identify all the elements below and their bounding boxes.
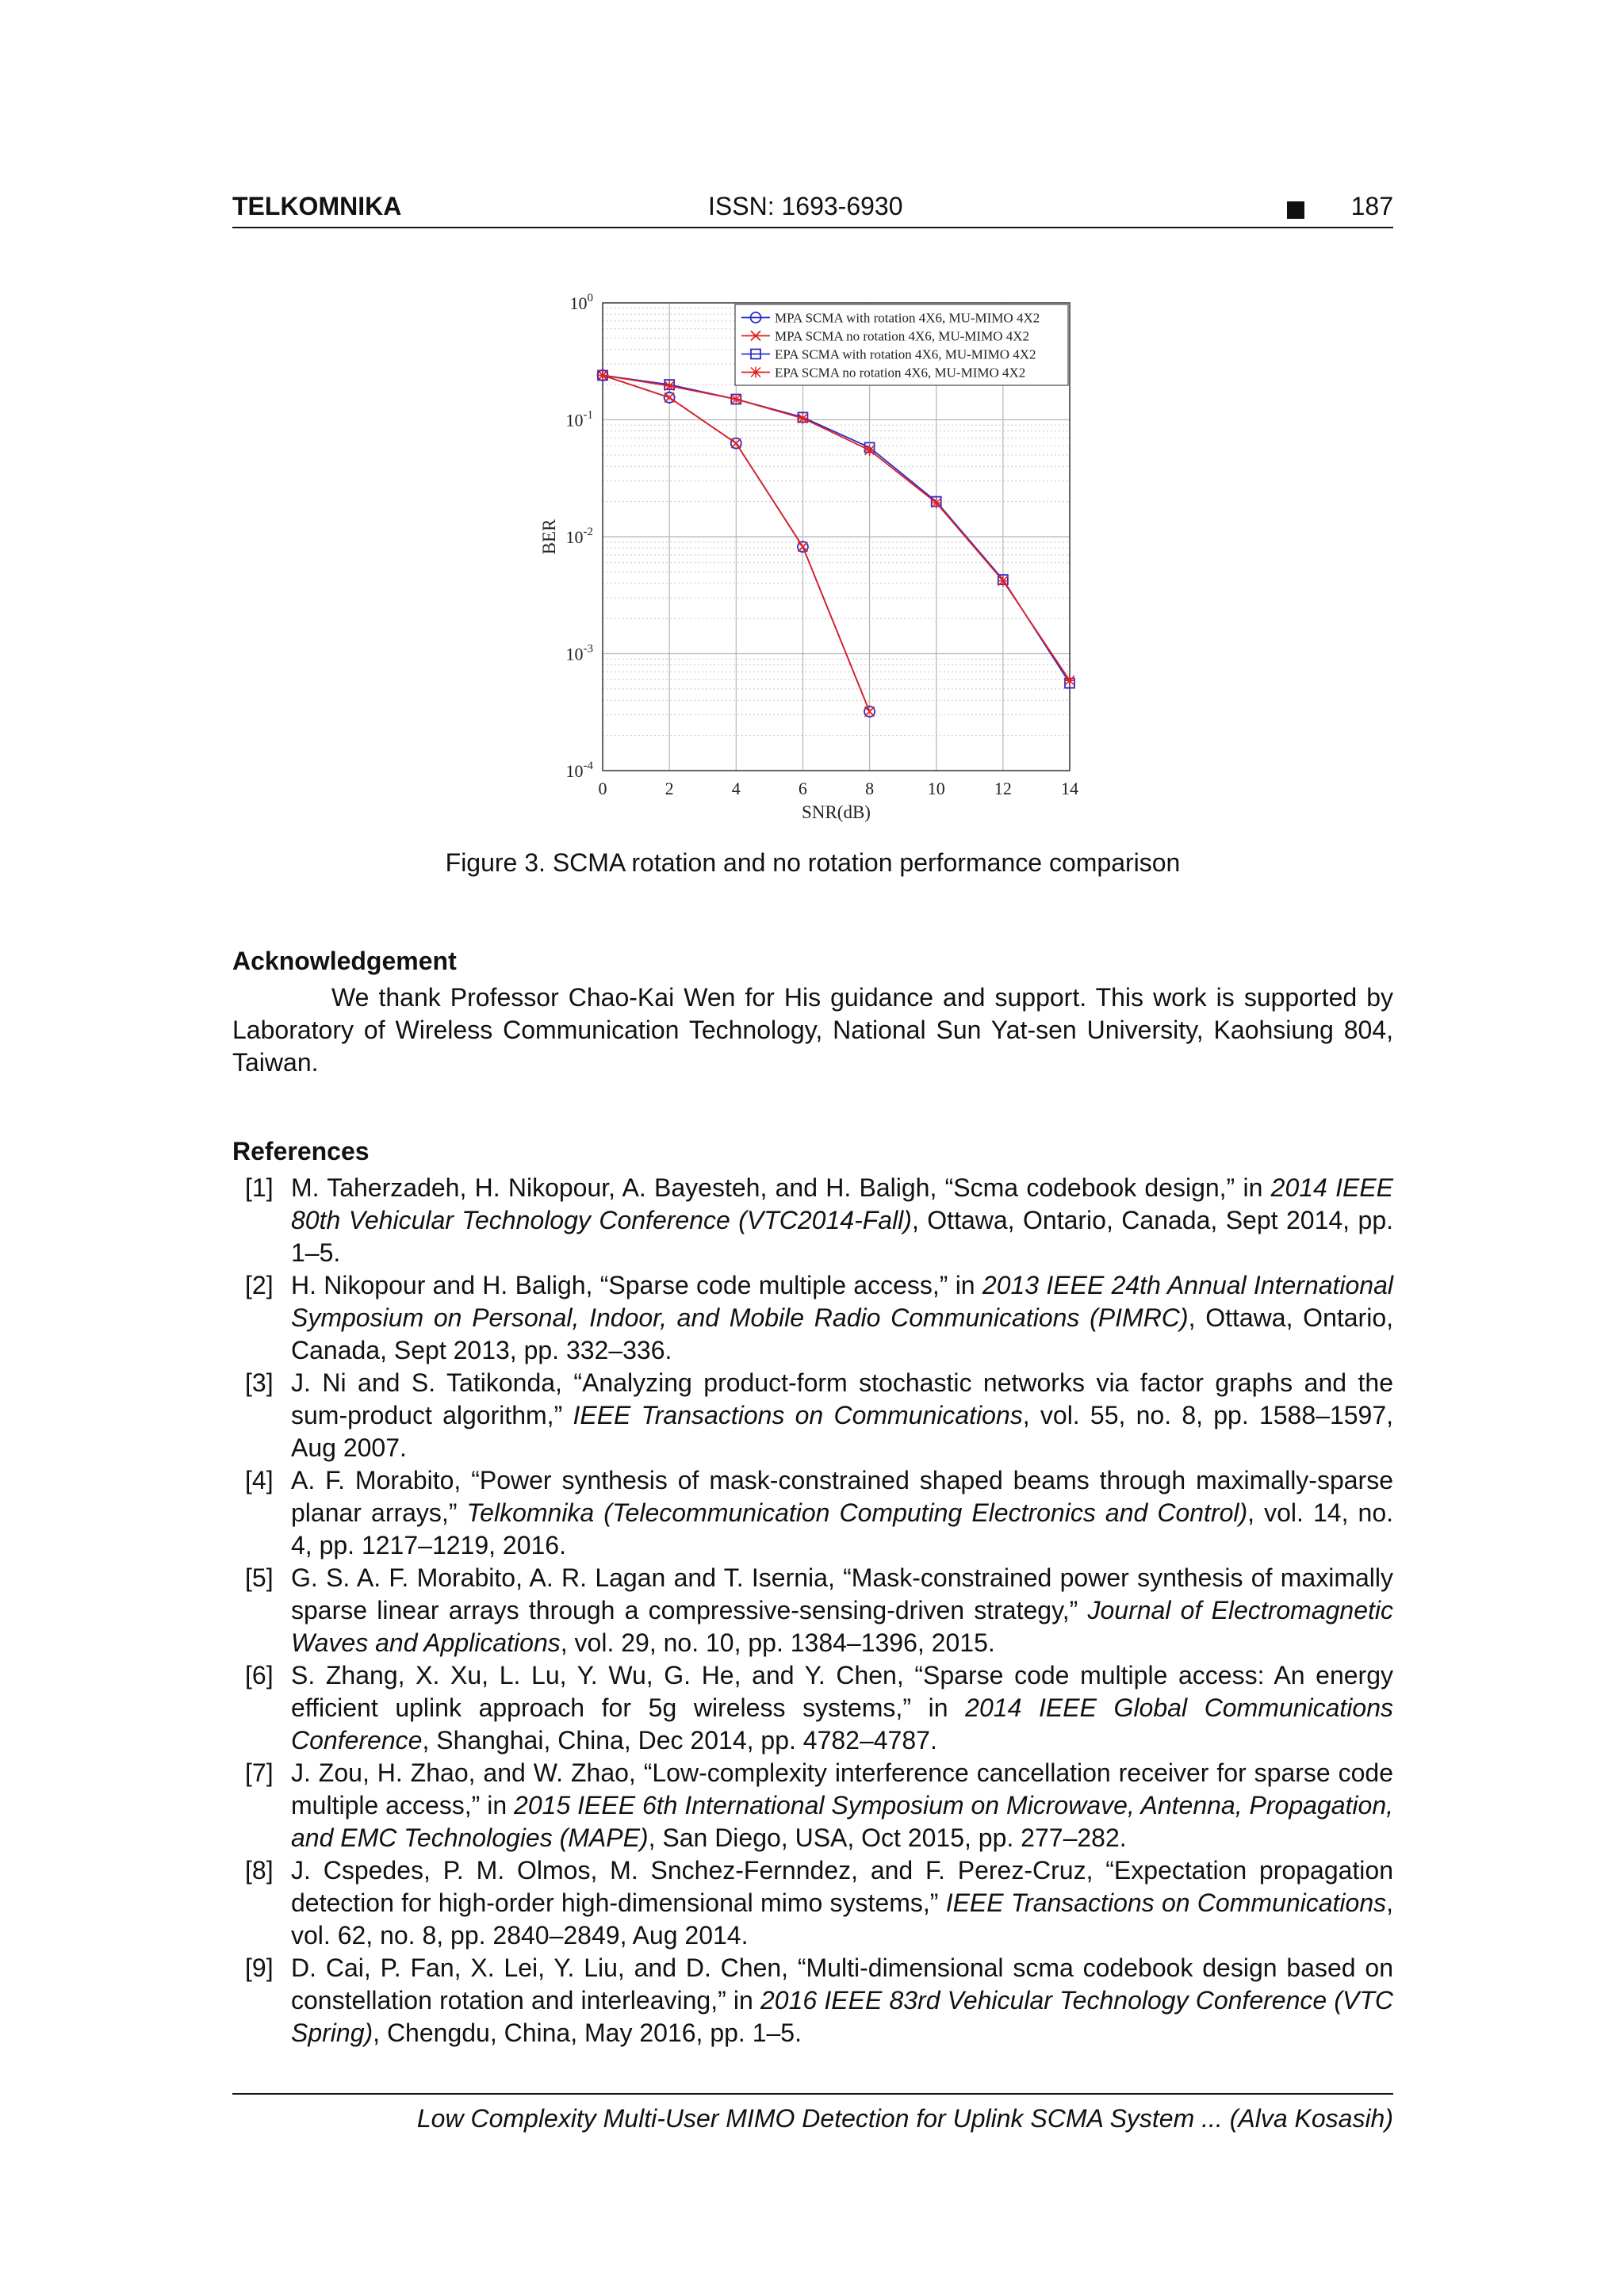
reference-item <box>232 1464 1393 1562</box>
data-point <box>797 413 808 424</box>
running-header <box>232 189 1393 227</box>
data-point <box>931 497 942 508</box>
reference-venue: 2014 IEEE Global Communications Conference <box>291 1693 1394 1755</box>
data-point <box>1064 675 1075 686</box>
x-tick-label: 6 <box>798 779 807 798</box>
footer-rule <box>232 2093 1393 2095</box>
marker-star <box>730 394 741 405</box>
reference-details: , Shanghai, China, Dec 2014, pp. 4782–4787. <box>422 1726 937 1755</box>
marker-star <box>864 445 875 456</box>
reference-venue: Telkomnika (Telecommunication Computing Electronics and Control) <box>466 1498 1248 1527</box>
reference-number: [2] <box>245 1271 274 1299</box>
header-square-mark <box>1287 201 1304 219</box>
figure-caption: Figure 3. SCMA rotation and no rotation performance comparison <box>445 848 1181 877</box>
y-tick-label: $10^{-1}$ <box>565 408 593 430</box>
x-tick-label: 12 <box>994 779 1012 798</box>
reference-number: [7] <box>245 1758 274 1787</box>
ber-chart <box>523 285 1094 832</box>
x-axis-label: SNR(dB) <box>802 802 871 822</box>
reference-details: , Ottawa, Ontario, Canada, Sept 2013, pp. 332–336. <box>291 1303 1394 1364</box>
data-point <box>730 394 741 405</box>
journal-name: TELKOMNIKA <box>232 192 402 220</box>
x-tick-label: 0 <box>598 779 607 798</box>
legend-marker <box>750 367 761 378</box>
reference-details: , vol. 62, no. 8, pp. 2840–2849, Aug 2014. <box>291 1888 1394 1950</box>
reference-number: [5] <box>245 1563 274 1592</box>
reference-details: , San Diego, USA, Oct 2015, pp. 277–282. <box>648 1823 1127 1852</box>
x-tick-label: 8 <box>865 779 875 798</box>
reference-number: [9] <box>245 1954 274 1982</box>
marker-star <box>1064 675 1075 686</box>
reference-number: [8] <box>245 1856 274 1885</box>
reference-authors-title: D. Cai, P. Fan, X. Lei, Y. Liu, and D. Chen, “Multi-dimensional scma codebook design based on constellation rotation and interleaving,” in <box>291 1954 1393 2015</box>
header-rule <box>232 227 1393 228</box>
x-tick-label: 2 <box>665 779 674 798</box>
marker-star <box>931 497 942 508</box>
reference-authors-title: A. F. Morabito, “Power synthesis of mask-constrained shaped beams through maximally-sparse planar arrays,” <box>291 1466 1393 1527</box>
legend-label: EPA SCMA no rotation 4X6, MU-MIMO 4X2 <box>775 365 1026 381</box>
x-tick-label: 14 <box>1061 779 1078 798</box>
reference-item <box>232 1172 1393 1269</box>
reference-item <box>232 1367 1393 1464</box>
reference-item <box>232 1659 1393 1757</box>
data-point <box>864 445 875 456</box>
data-point <box>597 369 608 381</box>
reference-details: , Ottawa, Ontario, Canada, Sept 2014, pp. 1–5. <box>291 1206 1394 1267</box>
y-axis-label: BER <box>539 519 559 555</box>
marker-star <box>797 413 808 424</box>
x-tick-label: 4 <box>731 779 741 798</box>
x-tick-label: 10 <box>927 779 945 798</box>
marker-star <box>998 576 1009 587</box>
y-tick-label: $10^{-2}$ <box>565 526 593 547</box>
acknowledgement-title: Acknowledgement <box>232 947 457 975</box>
legend-label: EPA SCMA with rotation 4X6, MU-MIMO 4X2 <box>775 346 1036 362</box>
y-tick-label: $10^{-4}$ <box>565 760 593 781</box>
reference-authors-title: J. Ni and S. Tatikonda, “Analyzing product-form stochastic networks via factor graphs and the sum-product algorithm,” <box>291 1368 1393 1429</box>
reference-authors-title: G. S. A. F. Morabito, A. R. Lagan and T. Isernia, “Mask-constrained power synthesis of maximally sparse linear arrays through a compressive-sensing-driven strategy,” <box>291 1563 1393 1624</box>
references-title: References <box>232 1137 370 1165</box>
reference-authors-title: J. Zou, H. Zhao, and W. Zhao, “Low-complexity interference cancellation receiver for sparse code multiple access,” in <box>291 1758 1393 1820</box>
reference-details: , vol. 29, no. 10, pp. 1384–1396, 2015. <box>560 1628 995 1657</box>
reference-number: [4] <box>245 1466 274 1494</box>
y-tick-label: $10^{-3}$ <box>565 642 593 664</box>
page-number: 187 <box>1350 192 1393 220</box>
data-point <box>664 381 675 392</box>
reference-authors-title: J. Cspedes, P. M. Olmos, M. Snchez-Fernndez, and F. Perez-Cruz, “Expectation propagation detection for high-order high-dimensional mimo systems,” <box>291 1856 1393 1917</box>
reference-details: , vol. 55, no. 8, pp. 1588–1597, Aug 2007. <box>291 1401 1394 1462</box>
reference-item <box>232 1562 1393 1659</box>
reference-authors-title: M. Taherzadeh, H. Nikopour, A. Bayesteh, and H. Baligh, “Scma codebook design,” in <box>291 1173 1271 1202</box>
running-footer: Low Complexity Multi-User MIMO Detection for Uplink SCMA System ... (Alva Kosasih) <box>416 2104 1393 2133</box>
reference-details: , Chengdu, China, May 2016, pp. 1–5. <box>373 2019 802 2047</box>
reference-venue: IEEE Transactions on Communications <box>573 1401 1023 1429</box>
reference-venue: 2016 IEEE 83rd Vehicular Technology Conference (VTC Spring) <box>291 1986 1394 2047</box>
reference-number: [6] <box>245 1661 274 1689</box>
reference-venue: 2014 IEEE 80th Vehicular Technology Conference (VTC2014-Fall) <box>291 1173 1394 1234</box>
reference-authors-title: H. Nikopour and H. Baligh, “Sparse code multiple access,” in <box>291 1271 982 1299</box>
reference-venue: 2013 IEEE 24th Annual International Symposium on Personal, Indoor, and Mobile Radio Communications (PIMRC) <box>291 1271 1394 1332</box>
reference-list <box>232 1172 1393 2049</box>
reference-number: [3] <box>245 1368 274 1397</box>
legend <box>735 304 1068 385</box>
reference-venue: IEEE Transactions on Communications <box>945 1888 1387 1917</box>
y-tick-label: $10^0$ <box>569 292 593 313</box>
marker-star <box>664 381 675 392</box>
reference-details: , vol. 14, no. 4, pp. 1217–1219, 2016. <box>291 1498 1394 1559</box>
issn: ISSN: 1693-6930 <box>708 192 903 220</box>
reference-item <box>232 1952 1393 2049</box>
marker-star <box>597 369 608 381</box>
reference-authors-title: S. Zhang, X. Xu, L. Lu, Y. Wu, G. He, and Y. Chen, “Sparse code multiple access: An energy efficient uplink approach for 5g wireless systems,” in <box>291 1661 1393 1722</box>
reference-venue: Journal of Electromagnetic Waves and Applications <box>291 1596 1394 1657</box>
reference-venue: 2015 IEEE 6th International Symposium on Microwave, Antenna, Propagation, and EMC Technologies (MAPE) <box>291 1791 1394 1852</box>
reference-item <box>232 1757 1393 1854</box>
marker-star <box>750 367 761 378</box>
legend-label: MPA SCMA no rotation 4X6, MU-MIMO 4X2 <box>775 328 1029 344</box>
acknowledgement-body: We thank Professor Chao-Kai Wen for His guidance and support. This work is supported by Laboratory of Wireless Communication Technology, National Sun Yat-sen University, Kaohsiung 804, Taiwan. <box>232 983 1393 1077</box>
reference-item <box>232 1854 1393 1952</box>
reference-item <box>232 1269 1393 1367</box>
reference-number: [1] <box>245 1173 274 1202</box>
legend-label: MPA SCMA with rotation 4X6, MU-MIMO 4X2 <box>775 310 1040 326</box>
data-point <box>998 576 1009 587</box>
